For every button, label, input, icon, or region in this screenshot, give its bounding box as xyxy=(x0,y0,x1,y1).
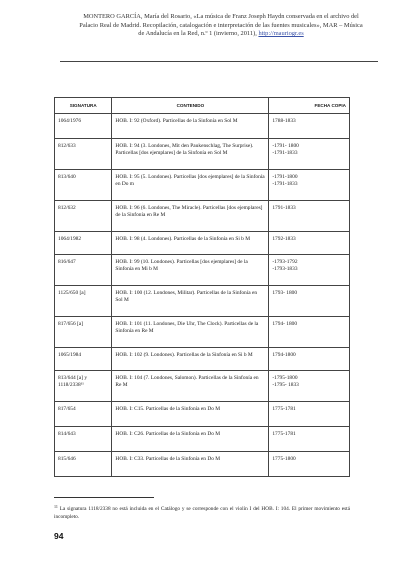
cell-fecha: -1791-1800 -1791-1833 xyxy=(269,170,350,201)
running-header xyxy=(76,13,366,39)
footnote-divider xyxy=(54,497,154,498)
cell-signatura: 817/654 xyxy=(55,402,112,427)
cell-signatura: 817/656 [a] xyxy=(55,317,112,348)
cell-contenido: HOB. I: 99 (10. Londones). Particellas [dos ejemplares] de la Sinfonía en Mi b M xyxy=(112,255,269,286)
cell-signatura: 1125/650 [a] xyxy=(55,286,112,317)
table-row xyxy=(55,232,350,255)
header-citation: MONTERO GARCÍA, María del Rosario, «La música de Franz Joseph Haydn conservada en el archivo del Palacio Real de Madrid. Recopilación, catalogación e interpretación de las fuentes musicales», MAR – Música de Andalucía en la Red, n.º 1 (invierno, 2011), xyxy=(79,13,363,38)
cell-fecha: -1793-1792 -1793-1833 xyxy=(269,255,350,286)
header-fecha-copia: FECHA COPIA xyxy=(269,98,350,114)
cell-fecha: 1794-1800 xyxy=(269,348,350,371)
cell-contenido: HOB. I: C15. Particellas de la Sinfonía en Do M xyxy=(112,402,269,427)
cell-contenido: HOB. I: 92 (Oxford). Particellas de la Sinfonía en Sol M xyxy=(112,114,269,139)
header-divider xyxy=(60,61,378,62)
cell-contenido: HOB. I: C26. Particellas de la Sinfonía en Do M xyxy=(112,427,269,452)
table-row xyxy=(55,427,350,452)
cell-fecha: -1791- 1800 -1791-1833 xyxy=(269,139,350,170)
cell-contenido: HOB. I: 104 (7. Londones, Salomon). Particellas de la Sinfonía en Re M xyxy=(112,371,269,402)
cell-fecha: 1775-1800 xyxy=(269,452,350,477)
footnote-text: La signatura 1118/2338 no está incluida en el Catálogo y se corresponde con el violín I del HOB. I: 104. El primer movimiento está incompleto. xyxy=(54,506,351,520)
cell-signatura: 813/644 [a] y 1118/2338¹¹ xyxy=(55,371,112,402)
cell-signatura: 815/646 xyxy=(55,452,112,477)
cell-signatura: 814/643 xyxy=(55,427,112,452)
cell-contenido: HOB. I: C33. Particellas de la Sinfonía en Do M xyxy=(112,452,269,477)
table-row xyxy=(55,402,350,427)
table-row xyxy=(55,348,350,371)
table-row xyxy=(55,317,350,348)
table-row xyxy=(55,139,350,170)
footnote xyxy=(54,503,350,522)
cell-signatura: 812/632 xyxy=(55,201,112,232)
table-row xyxy=(55,170,350,201)
cell-contenido: HOB. I: 94 (3. Londones, Mit den Paukenschlag, The Surprise). Particellas [dos ejemplares] de la Sinfonía en Sol M xyxy=(112,139,269,170)
catalog-table xyxy=(54,97,350,477)
cell-fecha: 1792-1833 xyxy=(269,232,350,255)
table-row xyxy=(55,452,350,477)
cell-contenido: HOB. I: 98 (4. Londones). Particellas de la Sinfonía en Si b M xyxy=(112,232,269,255)
cell-fecha: 1794- 1800 xyxy=(269,317,350,348)
header-contenido: CONTENIDO xyxy=(112,98,269,114)
table-row xyxy=(55,371,350,402)
header-signatura: SIGNATURA xyxy=(55,98,112,114)
table-row xyxy=(55,201,350,232)
footnote-number: 11 xyxy=(54,504,58,509)
cell-signatura: 816/647 xyxy=(55,255,112,286)
header-url-link[interactable]: http://mauriogr.es xyxy=(258,30,304,38)
cell-signatura: 812/633 xyxy=(55,139,112,170)
cell-signatura: 1064/1976 xyxy=(55,114,112,139)
table-row xyxy=(55,114,350,139)
table-row xyxy=(55,255,350,286)
cell-contenido: HOB. I: 95 (5. Londones). Particellas [dos ejemplares] de la Sinfonía en Do m xyxy=(112,170,269,201)
cell-fecha: 1793- 1800 xyxy=(269,286,350,317)
page-number: 94 xyxy=(54,531,64,541)
cell-fecha: 1788-1833 xyxy=(269,114,350,139)
cell-contenido: HOB. I: 96 (6. Londones, The Miracle). Particellas [dos ejemplares] de la Sinfonía en Re M xyxy=(112,201,269,232)
cell-fecha: -1795-1800 -1795- 1833 xyxy=(269,371,350,402)
cell-fecha: 1775-1781 xyxy=(269,402,350,427)
table-row xyxy=(55,286,350,317)
cell-contenido: HOB. I: 100 (12. Londones, Militar). Particellas de la Sinfonía en Sol M xyxy=(112,286,269,317)
cell-contenido: HOB. I: 102 (9. Londones). Particellas de la Sinfonía en Si b M xyxy=(112,348,269,371)
cell-signatura: 813/640 xyxy=(55,170,112,201)
cell-fecha: 1791-1833 xyxy=(269,201,350,232)
table-header-row xyxy=(55,98,350,114)
cell-fecha: 1775-1781 xyxy=(269,427,350,452)
cell-contenido: HOB. I: 101 (11. Londones, Die Uhr, The Clock). Particellas de la Sinfonía en Re M xyxy=(112,317,269,348)
cell-signatura: 1064/1982 xyxy=(55,232,112,255)
cell-signatura: 1065/1984 xyxy=(55,348,112,371)
